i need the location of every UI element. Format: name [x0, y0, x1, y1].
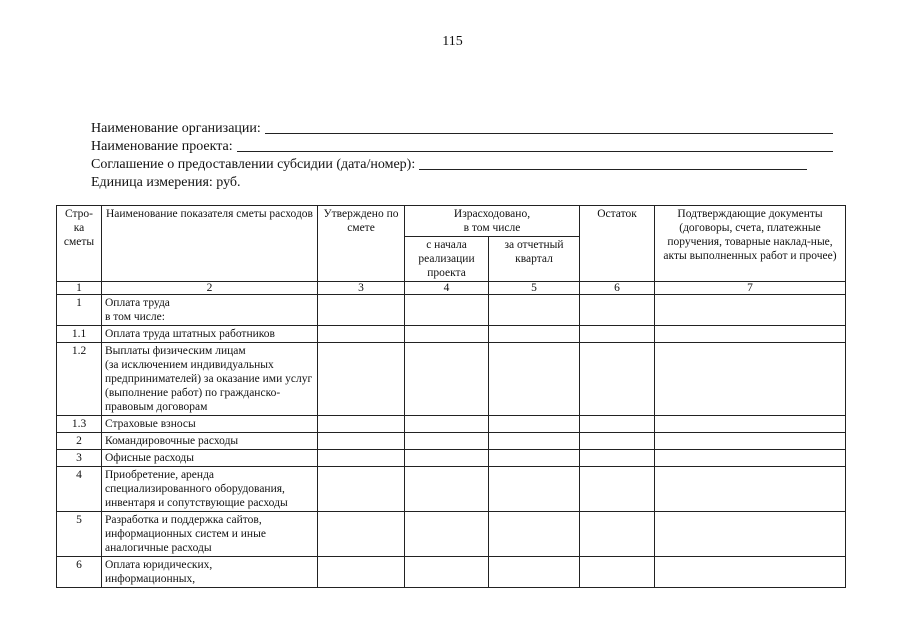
quarter-cell[interactable]: [489, 512, 580, 557]
column-number: 3: [318, 282, 405, 295]
organization-name-label: Наименование организации:: [91, 121, 261, 136]
approved-cell[interactable]: [318, 326, 405, 343]
quarter-cell[interactable]: [489, 343, 580, 416]
approved-cell[interactable]: [318, 343, 405, 416]
quarter-cell[interactable]: [489, 557, 580, 588]
header-line: Стро- ка сметы: [57, 206, 102, 282]
approved-cell[interactable]: [318, 557, 405, 588]
row-number: 2: [57, 433, 102, 450]
since-start-cell[interactable]: [405, 416, 489, 433]
documents-cell[interactable]: [655, 326, 846, 343]
row-name: Страховые взносы: [102, 416, 318, 433]
row-number: 1.3: [57, 416, 102, 433]
project-name-label: Наименование проекта:: [91, 139, 233, 154]
organization-name-line: [91, 120, 833, 138]
row-number: 1.1: [57, 326, 102, 343]
project-name-blank[interactable]: [237, 151, 833, 152]
header-remainder: Остаток: [580, 206, 655, 282]
row-number: 1.2: [57, 343, 102, 416]
approved-cell[interactable]: [318, 295, 405, 326]
quarter-cell[interactable]: [489, 433, 580, 450]
agreement-blank[interactable]: [419, 169, 807, 170]
column-number: 7: [655, 282, 846, 295]
project-name-line: [91, 138, 833, 156]
column-number: 1: [57, 282, 102, 295]
column-number-row: [57, 282, 846, 295]
table-row: [57, 557, 846, 588]
row-name: Командировочные расходы: [102, 433, 318, 450]
row-name: Оплата труда штатных работников: [102, 326, 318, 343]
remainder-cell[interactable]: [580, 450, 655, 467]
documents-cell[interactable]: [655, 467, 846, 512]
header-name: Наименование показателя сметы расходов: [102, 206, 318, 282]
approved-cell[interactable]: [318, 433, 405, 450]
quarter-cell[interactable]: [489, 467, 580, 512]
row-number: 4: [57, 467, 102, 512]
remainder-cell[interactable]: [580, 343, 655, 416]
remainder-cell[interactable]: [580, 467, 655, 512]
documents-cell[interactable]: [655, 512, 846, 557]
documents-cell[interactable]: [655, 450, 846, 467]
row-name: Оплата труда в том числе:: [102, 295, 318, 326]
documents-cell[interactable]: [655, 416, 846, 433]
quarter-cell[interactable]: [489, 416, 580, 433]
table-row: [57, 450, 846, 467]
remainder-cell[interactable]: [580, 295, 655, 326]
approved-cell[interactable]: [318, 512, 405, 557]
table-row: [57, 295, 846, 326]
column-number: 5: [489, 282, 580, 295]
table-row: [57, 512, 846, 557]
budget-table: [56, 205, 846, 588]
since-start-cell[interactable]: [405, 557, 489, 588]
since-start-cell[interactable]: [405, 433, 489, 450]
header-approved: Утверждено по смете: [318, 206, 405, 282]
table-row: [57, 343, 846, 416]
quarter-cell[interactable]: [489, 295, 580, 326]
quarter-cell[interactable]: [489, 450, 580, 467]
row-number: 5: [57, 512, 102, 557]
since-start-cell[interactable]: [405, 450, 489, 467]
table-row: [57, 467, 846, 512]
header-documents: Подтверждающие документы (договоры, счета, платежные поручения, товарные наклад-ные, акты выполненных работ и прочее): [655, 206, 846, 282]
table-row: [57, 416, 846, 433]
documents-cell[interactable]: [655, 557, 846, 588]
since-start-cell[interactable]: [405, 295, 489, 326]
remainder-cell[interactable]: [580, 416, 655, 433]
header-since-start: с начала реализации проекта: [405, 237, 489, 282]
page-number: 115: [442, 34, 463, 49]
documents-cell[interactable]: [655, 295, 846, 326]
since-start-cell[interactable]: [405, 467, 489, 512]
agreement-line: [91, 156, 833, 174]
form-header: [91, 120, 833, 192]
row-name: Офисные расходы: [102, 450, 318, 467]
approved-cell[interactable]: [318, 450, 405, 467]
row-number: 3: [57, 450, 102, 467]
remainder-cell[interactable]: [580, 433, 655, 450]
approved-cell[interactable]: [318, 416, 405, 433]
since-start-cell[interactable]: [405, 326, 489, 343]
row-name: Выплаты физическим лицам (за исключением индивидуальных предпринимателей) за оказание ими услуг (выполнение работ) по гражданско-правовым договорам: [102, 343, 318, 416]
row-name: Оплата юридических, информационных,: [102, 557, 318, 588]
since-start-cell[interactable]: [405, 343, 489, 416]
row-number: 1: [57, 295, 102, 326]
column-number: 4: [405, 282, 489, 295]
unit-label: Единица измерения: руб.: [91, 175, 241, 190]
documents-cell[interactable]: [655, 343, 846, 416]
remainder-cell[interactable]: [580, 512, 655, 557]
column-number: 2: [102, 282, 318, 295]
header-quarter: за отчетный квартал: [489, 237, 580, 282]
table-row: [57, 326, 846, 343]
remainder-cell[interactable]: [580, 557, 655, 588]
unit-line: [91, 174, 833, 192]
remainder-cell[interactable]: [580, 326, 655, 343]
documents-cell[interactable]: [655, 433, 846, 450]
quarter-cell[interactable]: [489, 326, 580, 343]
since-start-cell[interactable]: [405, 512, 489, 557]
row-number: 6: [57, 557, 102, 588]
approved-cell[interactable]: [318, 467, 405, 512]
table-row: [57, 433, 846, 450]
column-number: 6: [580, 282, 655, 295]
organization-name-blank[interactable]: [265, 133, 833, 134]
row-name: Разработка и поддержка сайтов, информационных систем и иные аналогичные расходы: [102, 512, 318, 557]
header-spent: Израсходовано, в том числе: [405, 206, 580, 237]
row-name: Приобретение, аренда специализированного оборудования, инвентаря и сопутствующие расходы: [102, 467, 318, 512]
agreement-label: Соглашение о предоставлении субсидии (дата/номер):: [91, 157, 416, 172]
